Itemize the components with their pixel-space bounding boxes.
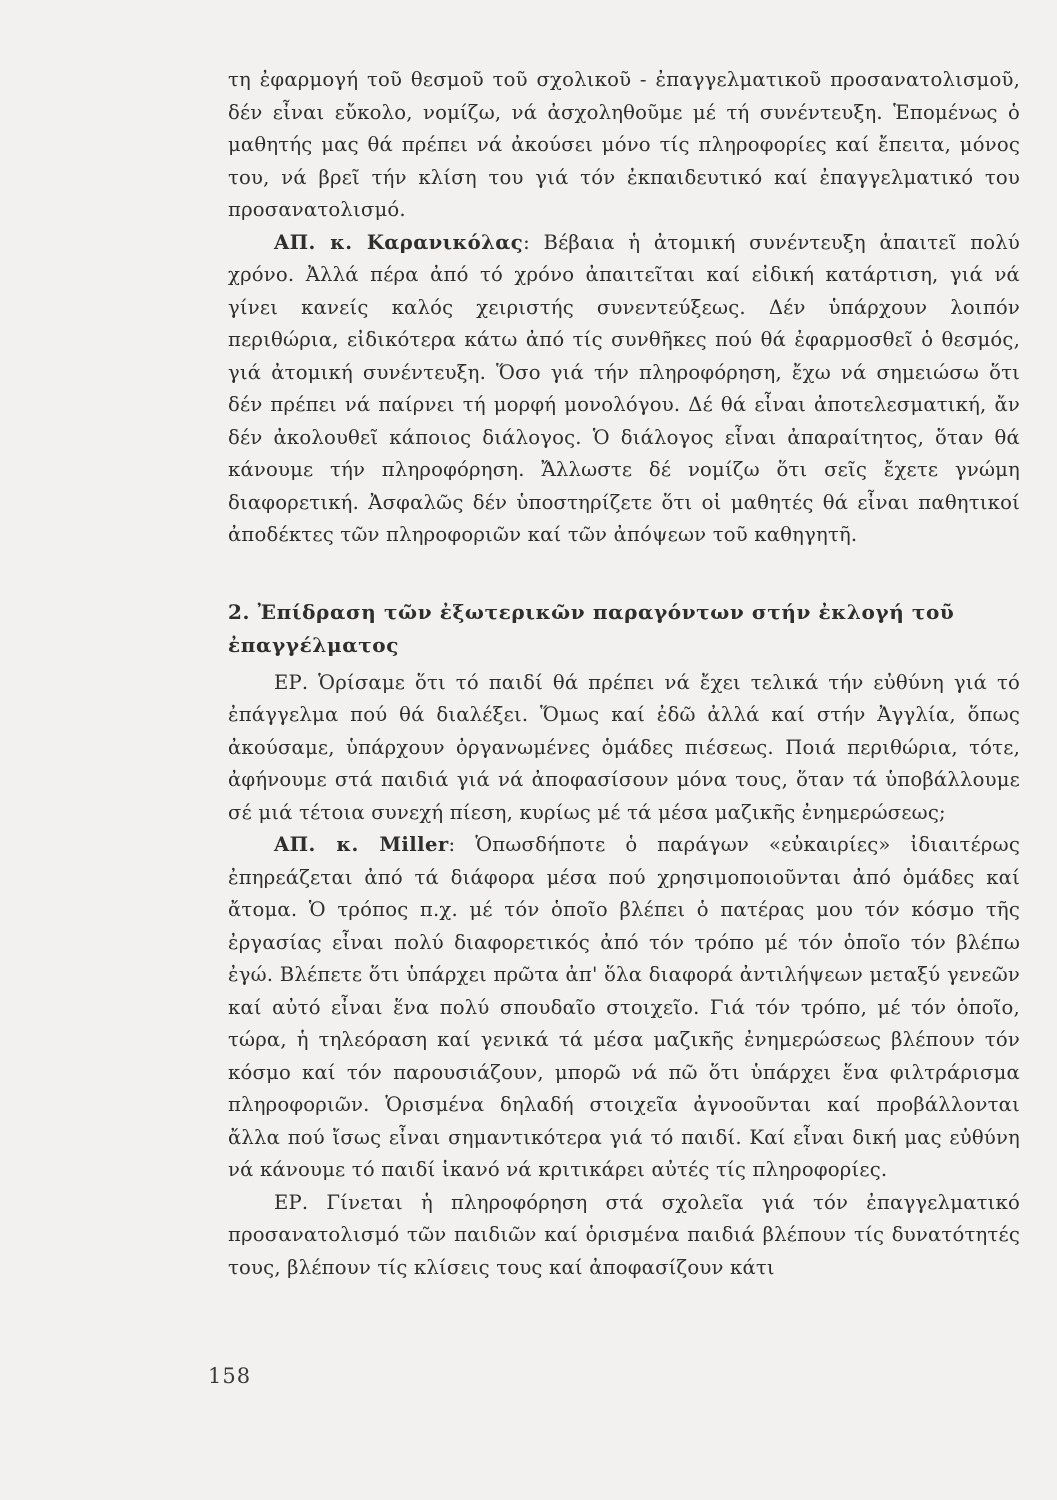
section-heading: 2. Ἐπίδραση τῶν ἐξωτερικῶν παραγόντων στήν ἐκλογή τοῦ ἐπαγγέλματος bbox=[228, 599, 955, 657]
answer-text: : Βέβαια ἡ ἀτομική συνέντευξη ἀπαιτεῖ πολύ χρόνο. Ἀλλά πέρα ἀπό τό χρόνο ἀπαιτεῖται καί εἰδική κατάρτιση, γιά νά γίνει κανείς καλός χειριστής συνεντεύξεως. Δέν ὑπάρχουν λοιπόν περιθώρια, εἰδικότερα κάτω ἀπό τίς συνθῆκες πού θά ἐφαρμοσθεῖ ὁ θεσμός, γιά ἀτομική συνέντευξη. Ὅσο γιά τήν πληροφόρηση, ἔχω νά σημειώσω ὅτι δέν πρέπει νά παίρνει τή μορφή μονολόγου. Δέ θά εἶναι ἀποτελεσματική, ἄν δέν ἀκολουθεῖ κάποιος διάλογος. Ὁ διάλογος εἶναι ἀπαραίτητος, ὅταν θά κάνουμε τήν πληροφόρηση. Ἄλλωστε δέ νομίζω ὅτι σεῖς ἔχετε γνώμη διαφορετική. Ἀσφαλῶς δέν ὑποστηρίζετε ὅτι οἱ μαθητές θά εἶναι παθητικοί ἀποδέκτες τῶν πληροφοριῶν καί τῶν ἀπόψεων τοῦ καθηγητῆ. bbox=[228, 230, 1021, 546]
speaker-label: ΑΠ. κ. Καρανικόλας bbox=[274, 230, 524, 254]
paragraph-continuation: τη ἐφαρμογή τοῦ θεσμοῦ τοῦ σχολικοῦ - ἐπαγγελματικοῦ προσανατολισμοῦ, δέν εἶναι εὔκολο, νομίζω, νά ἀσχοληθοῦμε μέ τή συνέντευξη. Ἑπομένως ὁ μαθητής μας θά πρέπει νά ἀκούσει μόνο τίς πληροφορίες καί ἔπειτα, μόνος του, νά βρεῖ τήν κλίση του γιά τόν ἐκπαιδευτικό καί ἐπαγγελματικό του προσανατολισμό. bbox=[228, 68, 1020, 221]
paragraph-question-1 bbox=[228, 667, 1020, 830]
section-spacer bbox=[228, 552, 1020, 596]
question-text: ΕΡ. Γίνεται ἡ πληροφόρηση στά σχολεῖα γιά τόν ἐπαγγελματικό προσανατολισμό τῶν παιδιῶν καί ὁρισμένα παιδιά βλέπουν τίς δυνατότητές τους, βλέπουν τίς κλίσεις τους καί ἀποφασίζουν κάτι bbox=[228, 1190, 1020, 1279]
text-column bbox=[228, 64, 1020, 1284]
paragraph-question-2 bbox=[228, 1187, 1020, 1285]
paragraph-miller-answer bbox=[228, 829, 1020, 1187]
page-number: 158 bbox=[208, 1364, 252, 1388]
question-text: ΕΡ. Ὁρίσαμε ὅτι τό παιδί θά πρέπει νά ἔχει τελικά τήν εὐθύνη γιά τό ἐπάγγελμα πού θά διαλέξει. Ὅμως καί ἐδῶ ἀλλά καί στήν Ἀγγλία, ὅπως ἀκούσαμε, ὑπάρχουν ὀργανωμένες ὁμάδες πιέσεως. Ποιά περιθώρια, τότε, ἀφήνουμε στά παιδιά γιά νά ἀποφασίσουν μόνα τους, ὅταν τά ὑποβάλλουμε σέ μιά τέτοια συνεχή πίεση, κυρίως μέ τά μέσα μαζικῆς ἐνημερώσεως; bbox=[228, 670, 1020, 824]
speaker-label: ΑΠ. κ. Miller bbox=[274, 833, 449, 856]
paragraph-karanikolas-answer bbox=[228, 227, 1020, 552]
answer-text: : Ὁπωσδήποτε ὁ παράγων «εὐκαιρίες» ἰδιαιτέρως ἐπηρεάζεται ἀπό τά διάφορα μέσα πού χρησιμοποιοῦνται ἀπό ὁμάδες καί ἄτομα. Ὁ τρόπος π.χ. μέ τόν ὁποῖο βλέπει ὁ πατέρας μου τόν κόσμο τῆς ἐργασίας εἶναι πολύ διαφορετικός ἀπό τόν τρόπο μέ τόν ὁποῖο τόν βλέπω ἐγώ. Βλέπετε ὅτι ὑπάρχει πρῶτα ἀπ' ὅλα διαφορά ἀντιλήψεων μεταξύ γενεῶν καί αὐτό εἶναι ἕνα πολύ σπουδαῖο στοιχεῖο. Γιά τόν τρόπο, μέ τόν ὁποῖο, τώρα, ἡ τηλεόραση καί γενικά τά μέσα μαζικῆς ἐνημερώσεως βλέπουν τόν κόσμο καί τόν παρουσιάζουν, μπορῶ νά πῶ ὅτι ὑπάρχει ἕνα φιλτράρισμα πληροφοριῶν. Ὁρισμένα δηλαδή στοιχεῖα ἀγνοοῦνται καί προβάλλονται ἄλλα πού ἴσως εἶναι σημαντικότερα γιά τό παιδί. Καί εἶναι δική μας εὐθύνη νά κάνουμε τό παιδί ἱκανό νά κριτικάρει αὐτές τίς πληροφορίες. bbox=[228, 833, 1021, 1181]
